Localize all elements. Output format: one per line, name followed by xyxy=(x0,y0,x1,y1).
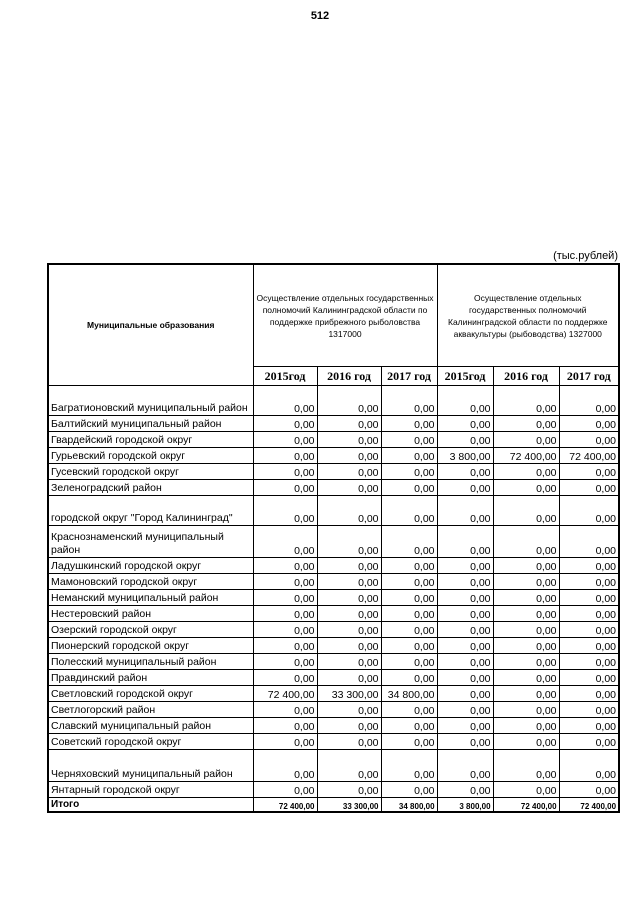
table-row xyxy=(48,782,619,798)
value-cell: 0,00 xyxy=(381,386,437,416)
value-cell: 0,00 xyxy=(253,654,317,670)
value-cell: 0,00 xyxy=(493,654,559,670)
year-header: 2017 год xyxy=(559,367,619,386)
municipality-name: Зеленоградский район xyxy=(48,480,253,496)
value-cell: 0,00 xyxy=(493,718,559,734)
value-cell: 0,00 xyxy=(437,670,493,686)
value-cell: 0,00 xyxy=(317,574,381,590)
value-cell: 0,00 xyxy=(381,622,437,638)
value-cell: 0,00 xyxy=(437,416,493,432)
municipality-name: Светловский городской округ xyxy=(48,686,253,702)
municipality-name: Озерский городской округ xyxy=(48,622,253,638)
value-cell: 0,00 xyxy=(317,622,381,638)
value-cell: 0,00 xyxy=(253,386,317,416)
value-cell: 0,00 xyxy=(437,590,493,606)
value-cell: 0,00 xyxy=(381,606,437,622)
municipality-name: Мамоновский городской округ xyxy=(48,574,253,590)
value-cell: 0,00 xyxy=(317,590,381,606)
value-cell: 0,00 xyxy=(437,606,493,622)
value-cell: 0,00 xyxy=(559,622,619,638)
value-cell: 0,00 xyxy=(437,654,493,670)
value-cell: 0,00 xyxy=(253,432,317,448)
year-header: 2015год xyxy=(437,367,493,386)
value-cell: 0,00 xyxy=(317,702,381,718)
value-cell: 0,00 xyxy=(317,670,381,686)
value-cell: 0,00 xyxy=(559,638,619,654)
table-row xyxy=(48,386,619,416)
total-label: Итого xyxy=(48,798,253,813)
value-cell: 0,00 xyxy=(559,750,619,782)
value-cell: 0,00 xyxy=(381,464,437,480)
municipality-name: Багратионовский муниципальный район xyxy=(48,386,253,416)
value-cell: 0,00 xyxy=(493,526,559,558)
value-cell: 0,00 xyxy=(381,526,437,558)
value-cell: 0,00 xyxy=(253,558,317,574)
value-cell: 3 800,00 xyxy=(437,448,493,464)
value-cell: 0,00 xyxy=(493,686,559,702)
group2-header: Осуществление отдельных государственных полномочий Калининградской области по поддержке аквакультуры (рыбоводства) 1327000 xyxy=(437,264,619,367)
value-cell: 0,00 xyxy=(493,782,559,798)
value-cell: 0,00 xyxy=(493,590,559,606)
value-cell: 33 300,00 xyxy=(317,798,381,813)
table-row xyxy=(48,464,619,480)
value-cell: 0,00 xyxy=(317,750,381,782)
municipality-name: Пионерский городской округ xyxy=(48,638,253,654)
value-cell: 0,00 xyxy=(317,734,381,750)
value-cell: 0,00 xyxy=(253,416,317,432)
value-cell: 72 400,00 xyxy=(493,798,559,813)
municipality-name: Черняховский муниципальный район xyxy=(48,750,253,782)
value-cell: 0,00 xyxy=(559,590,619,606)
table-row xyxy=(48,480,619,496)
municipality-name: Балтийский муниципальный район xyxy=(48,416,253,432)
municipality-name: Ладушкинский городской округ xyxy=(48,558,253,574)
value-cell: 0,00 xyxy=(317,606,381,622)
table-row xyxy=(48,622,619,638)
value-cell: 0,00 xyxy=(317,464,381,480)
value-cell: 0,00 xyxy=(317,638,381,654)
year-header: 2016 год xyxy=(493,367,559,386)
table-row xyxy=(48,606,619,622)
value-cell: 0,00 xyxy=(317,718,381,734)
value-cell: 0,00 xyxy=(559,654,619,670)
value-cell: 0,00 xyxy=(253,718,317,734)
year-header: 2015год xyxy=(253,367,317,386)
value-cell: 72 400,00 xyxy=(253,686,317,702)
value-cell: 0,00 xyxy=(559,718,619,734)
value-cell: 0,00 xyxy=(437,496,493,526)
value-cell: 0,00 xyxy=(253,526,317,558)
municipality-name: Неманский муниципальный район xyxy=(48,590,253,606)
value-cell: 0,00 xyxy=(317,558,381,574)
value-cell: 0,00 xyxy=(381,574,437,590)
value-cell: 0,00 xyxy=(493,734,559,750)
value-cell: 0,00 xyxy=(437,702,493,718)
value-cell: 0,00 xyxy=(437,464,493,480)
year-header: 2016 год xyxy=(317,367,381,386)
value-cell: 0,00 xyxy=(559,686,619,702)
year-header: 2017 год xyxy=(381,367,437,386)
value-cell: 0,00 xyxy=(381,782,437,798)
municipality-name: Славский муниципальный район xyxy=(48,718,253,734)
value-cell: 0,00 xyxy=(253,702,317,718)
municipality-name: Советский городской округ xyxy=(48,734,253,750)
value-cell: 0,00 xyxy=(437,718,493,734)
municipality-name: Гвардейский городской округ xyxy=(48,432,253,448)
total-row xyxy=(48,798,619,813)
value-cell: 34 800,00 xyxy=(381,686,437,702)
value-cell: 0,00 xyxy=(559,606,619,622)
value-cell: 0,00 xyxy=(559,416,619,432)
value-cell: 0,00 xyxy=(493,416,559,432)
value-cell: 0,00 xyxy=(493,432,559,448)
value-cell: 0,00 xyxy=(559,480,619,496)
value-cell: 0,00 xyxy=(493,480,559,496)
table-row xyxy=(48,432,619,448)
table-row xyxy=(48,638,619,654)
value-cell: 0,00 xyxy=(493,622,559,638)
value-cell: 0,00 xyxy=(493,464,559,480)
municipality-name: Правдинский район xyxy=(48,670,253,686)
value-cell: 72 400,00 xyxy=(559,798,619,813)
value-cell: 0,00 xyxy=(437,750,493,782)
value-cell: 0,00 xyxy=(317,448,381,464)
value-cell: 0,00 xyxy=(437,558,493,574)
value-cell: 0,00 xyxy=(493,386,559,416)
value-cell: 72 400,00 xyxy=(559,448,619,464)
value-cell: 0,00 xyxy=(381,638,437,654)
value-cell: 0,00 xyxy=(559,526,619,558)
value-cell: 0,00 xyxy=(559,432,619,448)
value-cell: 0,00 xyxy=(437,782,493,798)
municipality-name: Краснознаменский муниципальный район xyxy=(48,526,253,558)
municipality-name: городской округ "Город Калининград" xyxy=(48,496,253,526)
value-cell: 0,00 xyxy=(317,496,381,526)
value-cell: 0,00 xyxy=(437,526,493,558)
value-cell: 0,00 xyxy=(493,702,559,718)
table-row xyxy=(48,734,619,750)
value-cell: 0,00 xyxy=(253,574,317,590)
value-cell: 0,00 xyxy=(317,782,381,798)
value-cell: 0,00 xyxy=(381,416,437,432)
page-number: 512 xyxy=(310,10,330,22)
value-cell: 0,00 xyxy=(493,558,559,574)
value-cell: 0,00 xyxy=(437,480,493,496)
table-row xyxy=(48,496,619,526)
value-cell: 0,00 xyxy=(437,574,493,590)
value-cell: 0,00 xyxy=(559,386,619,416)
municipality-name: Гурьевский городской округ xyxy=(48,448,253,464)
value-cell: 0,00 xyxy=(253,464,317,480)
table-row xyxy=(48,526,619,558)
value-cell: 0,00 xyxy=(381,750,437,782)
value-cell: 0,00 xyxy=(317,480,381,496)
value-cell: 0,00 xyxy=(253,448,317,464)
value-cell: 3 800,00 xyxy=(437,798,493,813)
value-cell: 0,00 xyxy=(493,606,559,622)
value-cell: 0,00 xyxy=(493,670,559,686)
value-cell: 0,00 xyxy=(437,638,493,654)
table-row xyxy=(48,590,619,606)
value-cell: 0,00 xyxy=(559,558,619,574)
value-cell: 0,00 xyxy=(493,750,559,782)
value-cell: 0,00 xyxy=(437,686,493,702)
value-cell: 0,00 xyxy=(559,464,619,480)
value-cell: 0,00 xyxy=(253,590,317,606)
value-cell: 0,00 xyxy=(493,574,559,590)
value-cell: 0,00 xyxy=(381,718,437,734)
value-cell: 0,00 xyxy=(317,386,381,416)
municipality-name: Полесский муниципальный район xyxy=(48,654,253,670)
value-cell: 34 800,00 xyxy=(381,798,437,813)
value-cell: 0,00 xyxy=(317,526,381,558)
value-cell: 0,00 xyxy=(381,702,437,718)
value-cell: 0,00 xyxy=(317,416,381,432)
value-cell: 0,00 xyxy=(559,782,619,798)
table-row xyxy=(48,448,619,464)
value-cell: 0,00 xyxy=(253,638,317,654)
value-cell: 0,00 xyxy=(559,734,619,750)
value-cell: 0,00 xyxy=(437,386,493,416)
table-row xyxy=(48,750,619,782)
value-cell: 0,00 xyxy=(253,670,317,686)
municipality-name: Нестеровский район xyxy=(48,606,253,622)
value-cell: 0,00 xyxy=(253,622,317,638)
value-cell: 0,00 xyxy=(253,480,317,496)
value-cell: 0,00 xyxy=(317,654,381,670)
table-row xyxy=(48,558,619,574)
table-row xyxy=(48,654,619,670)
table-row xyxy=(48,670,619,686)
value-cell: 0,00 xyxy=(253,734,317,750)
value-cell: 0,00 xyxy=(559,496,619,526)
value-cell: 0,00 xyxy=(437,432,493,448)
value-cell: 0,00 xyxy=(317,432,381,448)
value-cell: 0,00 xyxy=(381,496,437,526)
table-row xyxy=(48,574,619,590)
value-cell: 0,00 xyxy=(437,734,493,750)
value-cell: 0,00 xyxy=(381,670,437,686)
value-cell: 72 400,00 xyxy=(253,798,317,813)
value-cell: 0,00 xyxy=(559,702,619,718)
value-cell: 0,00 xyxy=(381,590,437,606)
table-row xyxy=(48,702,619,718)
value-cell: 0,00 xyxy=(253,782,317,798)
unit-label: (тыс.рублей) xyxy=(553,250,618,262)
value-cell: 0,00 xyxy=(559,574,619,590)
municipality-name: Янтарный городской округ xyxy=(48,782,253,798)
value-cell: 0,00 xyxy=(381,654,437,670)
group1-header: Осуществление отдельных государственных полномочий Калининградской области по поддержке прибрежного рыболовства 1317000 xyxy=(253,264,437,367)
table-row xyxy=(48,718,619,734)
budget-table xyxy=(47,263,620,813)
municipality-name: Светлогорский район xyxy=(48,702,253,718)
value-cell: 0,00 xyxy=(381,558,437,574)
value-cell: 0,00 xyxy=(493,496,559,526)
value-cell: 72 400,00 xyxy=(493,448,559,464)
value-cell: 0,00 xyxy=(381,432,437,448)
value-cell: 0,00 xyxy=(559,670,619,686)
municipality-name: Гусевский городской округ xyxy=(48,464,253,480)
value-cell: 0,00 xyxy=(381,480,437,496)
value-cell: 0,00 xyxy=(381,734,437,750)
value-cell: 0,00 xyxy=(253,750,317,782)
value-cell: 0,00 xyxy=(437,622,493,638)
value-cell: 33 300,00 xyxy=(317,686,381,702)
table-row xyxy=(48,416,619,432)
value-cell: 0,00 xyxy=(493,638,559,654)
value-cell: 0,00 xyxy=(381,448,437,464)
table-row xyxy=(48,686,619,702)
value-cell: 0,00 xyxy=(253,496,317,526)
municipal-header: Муниципальные образования xyxy=(48,264,253,386)
value-cell: 0,00 xyxy=(253,606,317,622)
